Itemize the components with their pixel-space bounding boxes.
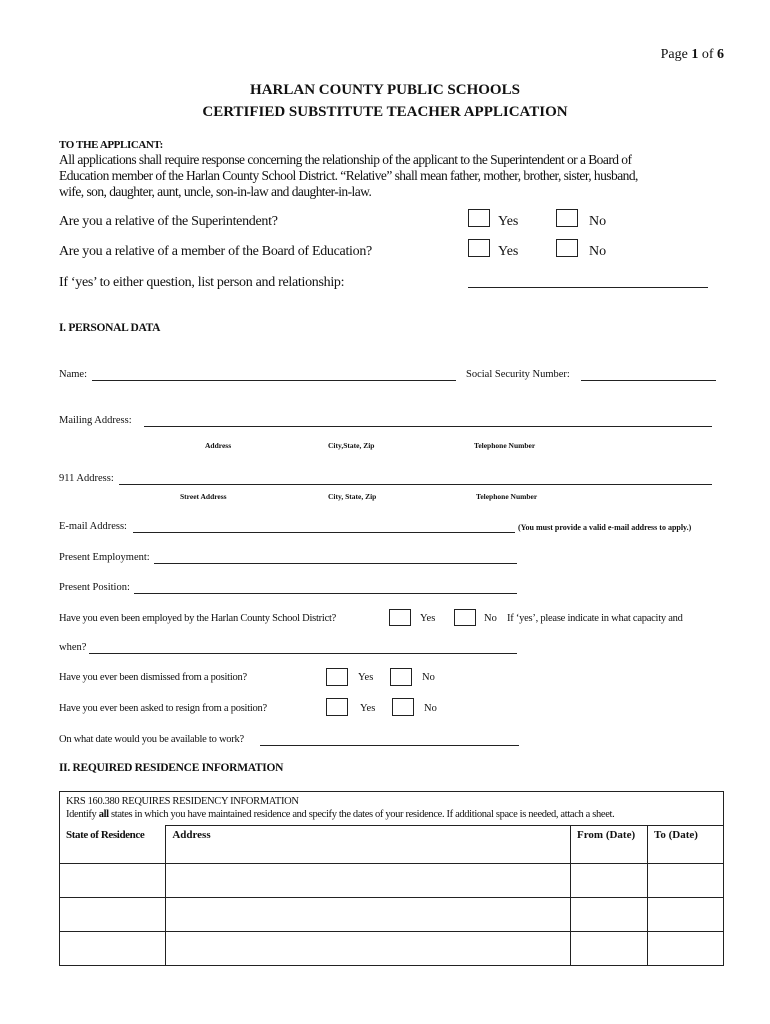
section-personal-heading: I. PERSONAL DATA [59, 322, 161, 334]
residence-table-columns [60, 826, 724, 864]
address-cell[interactable] [166, 897, 571, 931]
name-label: Name: [59, 369, 87, 380]
to-date-cell[interactable] [648, 897, 724, 931]
table-row [60, 897, 724, 931]
applicant-text-2: Education member of the Harlan County School District. “Relative” shall mean father, mother, brother, sister, husband, [59, 168, 638, 183]
dismissed-no-checkbox[interactable] [390, 668, 412, 686]
question-relationship: If ‘yes’ to either question, list person and relationship: [59, 275, 345, 290]
residence-table [59, 791, 724, 966]
applicant-text-1: All applications shall require response concerning the relationship of the applicant to the Superintendent or a Board of [59, 152, 632, 167]
911-address-field[interactable] [119, 484, 712, 485]
name-field[interactable] [92, 380, 456, 381]
present-position-label: Present Position: [59, 582, 130, 593]
when-label: when? [59, 642, 87, 653]
employed-yes-label: Yes [420, 613, 436, 624]
page-number: Page 1 of 6 [660, 47, 724, 62]
to-date-cell[interactable] [648, 931, 724, 965]
board-no-label: No [589, 244, 607, 259]
911-address-label: 911 Address: [59, 473, 114, 484]
table-row [60, 863, 724, 897]
from-date-cell[interactable] [571, 931, 648, 965]
mailing-sub-phone: Telephone Number [474, 441, 536, 450]
available-question: On what date would you be available to work? [59, 734, 244, 745]
dismissed-no-label: No [422, 672, 435, 683]
question-board: Are you a relative of a member of the Board of Education? [59, 244, 372, 259]
residence-table-header-note [60, 792, 724, 826]
col-state: State of Residence [60, 826, 166, 864]
col-address: Address [166, 826, 571, 864]
ssn-field[interactable] [581, 380, 716, 381]
section-residence-heading: II. REQUIRED RESIDENCE INFORMATION [59, 762, 284, 774]
board-yes-label: Yes [498, 244, 519, 259]
ssn-label: Social Security Number: [466, 369, 570, 380]
page-subtitle: CERTIFIED SUBSTITUTE TEACHER APPLICATION [202, 104, 568, 120]
address-cell[interactable] [166, 863, 571, 897]
email-note: (You must provide a valid e-mail address to apply.) [518, 523, 692, 532]
when-field[interactable] [89, 653, 517, 654]
present-employment-label: Present Employment: [59, 552, 150, 563]
krs-notice: KRS 160.380 REQUIRES RESIDENCY INFORMATION [66, 796, 299, 807]
state-cell[interactable] [60, 897, 166, 931]
mailing-sub-city: City,State, Zip [328, 441, 375, 450]
911-sub-street: Street Address [180, 492, 227, 501]
employed-followup: If ‘yes’, please indicate in what capacity and [507, 613, 683, 624]
mailing-address-label: Mailing Address: [59, 415, 132, 426]
mailing-address-field[interactable] [144, 426, 712, 427]
applicant-heading: TO THE APPLICANT: [59, 139, 163, 151]
mailing-sub-address: Address [205, 441, 232, 450]
911-sub-phone: Telephone Number [476, 492, 538, 501]
available-date-field[interactable] [260, 745, 519, 746]
dismissed-yes-label: Yes [358, 672, 374, 683]
relationship-field[interactable] [468, 287, 708, 288]
address-cell[interactable] [166, 931, 571, 965]
resign-no-label: No [424, 703, 437, 714]
col-to-date: To (Date) [648, 826, 724, 864]
applicant-text-3: wife, son, daughter, aunt, uncle, son-in-law and daughter-in-law. [59, 184, 372, 199]
to-date-cell[interactable] [648, 863, 724, 897]
superintendent-yes-label: Yes [498, 214, 519, 229]
col-from-date: From (Date) [571, 826, 648, 864]
resign-yes-checkbox[interactable] [326, 698, 348, 716]
identify-notice: Identify all states in which you have maintained residence and specify the dates of your residence. If additional space is needed, attach a sheet. [66, 809, 615, 820]
board-no-checkbox[interactable] [556, 239, 578, 257]
present-employment-field[interactable] [154, 563, 517, 564]
email-field[interactable] [133, 532, 515, 533]
state-cell[interactable] [60, 863, 166, 897]
superintendent-no-checkbox[interactable] [556, 209, 578, 227]
resign-yes-label: Yes [360, 703, 376, 714]
superintendent-yes-checkbox[interactable] [468, 209, 490, 227]
911-sub-city: City, State, Zip [328, 492, 377, 501]
employed-no-checkbox[interactable] [454, 609, 476, 626]
resign-no-checkbox[interactable] [392, 698, 414, 716]
employed-question: Have you even been employed by the Harlan County School District? [59, 613, 337, 624]
dismissed-question: Have you ever been dismissed from a position? [59, 672, 247, 683]
dismissed-yes-checkbox[interactable] [326, 668, 348, 686]
employed-yes-checkbox[interactable] [389, 609, 411, 626]
email-label: E-mail Address: [59, 521, 127, 532]
resign-question: Have you ever been asked to resign from a position? [59, 703, 267, 714]
question-superintendent: Are you a relative of the Superintendent? [59, 214, 278, 229]
from-date-cell[interactable] [571, 863, 648, 897]
employed-no-label: No [484, 613, 497, 624]
table-row [60, 931, 724, 965]
superintendent-no-label: No [589, 214, 607, 229]
page-title: HARLAN COUNTY PUBLIC SCHOOLS [250, 82, 520, 98]
from-date-cell[interactable] [571, 897, 648, 931]
present-position-field[interactable] [134, 593, 517, 594]
board-yes-checkbox[interactable] [468, 239, 490, 257]
state-cell[interactable] [60, 931, 166, 965]
